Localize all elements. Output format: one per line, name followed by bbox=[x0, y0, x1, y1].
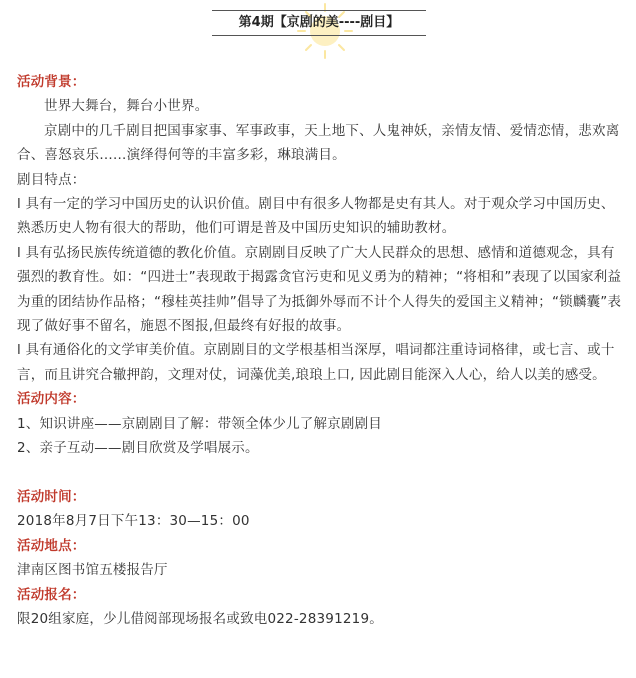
signup-value: 限20组家庭，少儿借阅部现场报名或致电022-28391219。 bbox=[17, 610, 383, 627]
content-item-interaction: 2、亲子互动——剧目欣赏及学唱展示。 bbox=[17, 440, 259, 457]
content-item-lecture: 1、知识讲座——京剧剧目了解：带领全体少儿了解京剧剧目 bbox=[17, 415, 382, 432]
location-value: 津南区图书馆五楼报告厅 bbox=[17, 562, 168, 579]
background-paragraph-2: 京剧中的几千剧目把国事家事、军事政事，天上地下、人鬼神妖，亲情友情、爱情恋情，悲欢离合、喜怒哀乐……演绎得何等的丰富多彩，琳琅满目。 bbox=[17, 122, 620, 164]
spacer bbox=[17, 461, 623, 485]
time-value: 2018年8月7日下午13：30—15：00 bbox=[17, 513, 250, 530]
issue-title: 第4期【京剧的美----剧目】 bbox=[212, 10, 426, 36]
content-label: 活动内容： bbox=[17, 391, 86, 408]
feature-item-history: l 具有一定的学习中国历史的认识价值。剧目中有很多人物都是史有其人。对于观众学习中国历史、熟悉历史人物有很大的帮助，他们可谓是普及中国历史知识的辅助教材。 bbox=[17, 196, 615, 237]
location-label: 活动地点： bbox=[17, 537, 86, 554]
background-label: 活动背景： bbox=[17, 74, 86, 90]
signup-label: 活动报名： bbox=[17, 586, 86, 603]
feature-item-morality: l 具有弘扬民族传统道德的教化价值。京剧剧目反映了广大人民群众的思想、感情和道德观念，具有强烈的教育性。如：“四进士”表现敢于揭露贪官污吏和见义勇为的精神；“将相和”表现了以国家利益为重的团结协作品格；“穆桂英挂帅”倡导了为抵御外辱而不计个人得失的爱国主义精神；“锁麟囊”表现了做好事不留名，施恩不图报,但最终有好报的故事。 bbox=[17, 244, 622, 335]
feature-item-literature: l 具有通俗化的文学审美价值。京剧剧目的文学根基相当深厚，唱词都注重诗词格律，或七言、或十言，而且讲究合辙押韵，文理对仗，词藻优美,琅琅上口, 因此剧目能深入人心，给人以美的感受。 bbox=[17, 342, 615, 383]
article-body bbox=[17, 70, 623, 631]
time-label: 活动时间： bbox=[17, 488, 86, 505]
background-paragraph-1: 世界大舞台，舞台小世界。 bbox=[44, 98, 209, 115]
features-label: 剧目特点： bbox=[17, 171, 86, 188]
